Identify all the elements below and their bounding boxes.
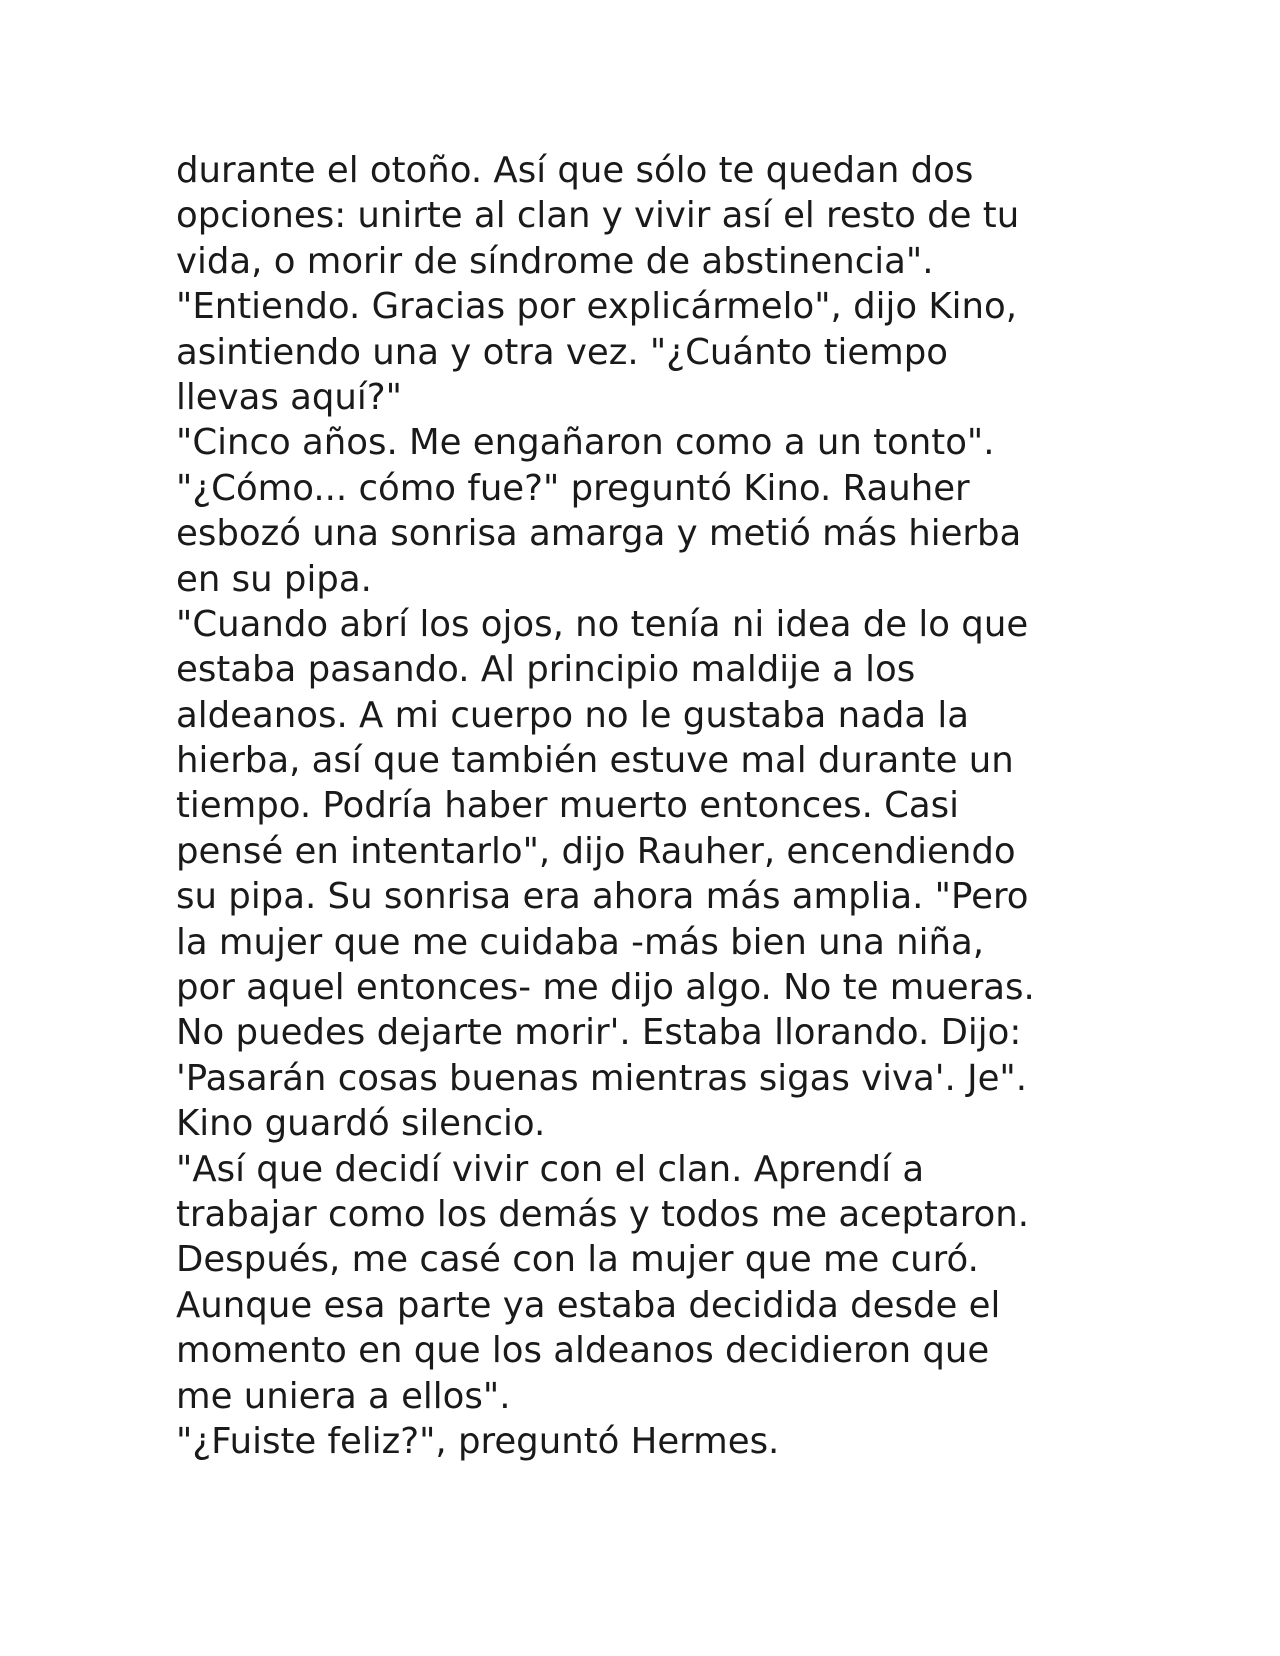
text-line: trabajar como los demás y todos me aceptaron. xyxy=(176,1193,1030,1235)
text-line: durante el otoño. Así que sólo te quedan dos xyxy=(176,150,974,191)
text-line: "¿Cómo... cómo fue?" preguntó Kino. Rauher xyxy=(176,467,970,509)
text-line: vida, o morir de síndrome de abstinencia". xyxy=(176,240,934,282)
text-line: Kino guardó silencio. xyxy=(176,1103,546,1145)
text-line: me uniera a ellos". xyxy=(176,1375,511,1417)
text-line: la mujer que me cuidaba -más bien una niña, xyxy=(176,921,985,963)
text-line: tiempo. Podría haber muerto entonces. Casi xyxy=(176,785,960,827)
text-line: hierba, así que también estuve mal durante un xyxy=(176,740,1014,782)
text-line: llevas aquí?" xyxy=(176,376,402,418)
text-line: "¿Fuiste feliz?", preguntó Hermes. xyxy=(176,1420,780,1462)
text-line: en su pipa. xyxy=(176,558,372,600)
text-line: Aunque esa parte ya estaba decidida desde el xyxy=(176,1284,1001,1326)
text-line: Después, me casé con la mujer que me curó. xyxy=(176,1239,979,1281)
text-line: "Cuando abrí los ojos, no tenía ni idea de lo que xyxy=(176,603,1029,645)
body-text xyxy=(176,148,1176,1464)
text-line: por aquel entonces- me dijo algo. No te mueras. xyxy=(176,967,1035,1009)
text-line: pensé en intentarlo", dijo Rauher, encendiendo xyxy=(176,830,1016,872)
text-line: asintiendo una y otra vez. "¿Cuánto tiempo xyxy=(176,331,949,373)
text-line: aldeanos. A mi cuerpo no le gustaba nada la xyxy=(176,694,970,736)
text-line: "Así que decidí vivir con el clan. Aprendí a xyxy=(176,1148,925,1190)
text-line: momento en que los aldeanos decidieron que xyxy=(176,1330,990,1372)
text-line: "Entiendo. Gracias por explicármelo", dijo Kino, xyxy=(176,286,1018,328)
text-line: opciones: unirte al clan y vivir así el resto de tu xyxy=(176,195,1020,237)
text-line: estaba pasando. Al principio maldije a los xyxy=(176,649,916,691)
text-line: "Cinco años. Me engañaron como a un tonto". xyxy=(176,422,995,464)
text-line: 'Pasarán cosas buenas mientras sigas viva'. Je". xyxy=(176,1057,1028,1099)
text-line: No puedes dejarte morir'. Estaba llorando. Dijo: xyxy=(176,1012,1022,1054)
text-line: su pipa. Su sonrisa era ahora más amplia. "Pero xyxy=(176,876,1029,918)
text-line: esbozó una sonrisa amarga y metió más hierba xyxy=(176,513,1022,555)
